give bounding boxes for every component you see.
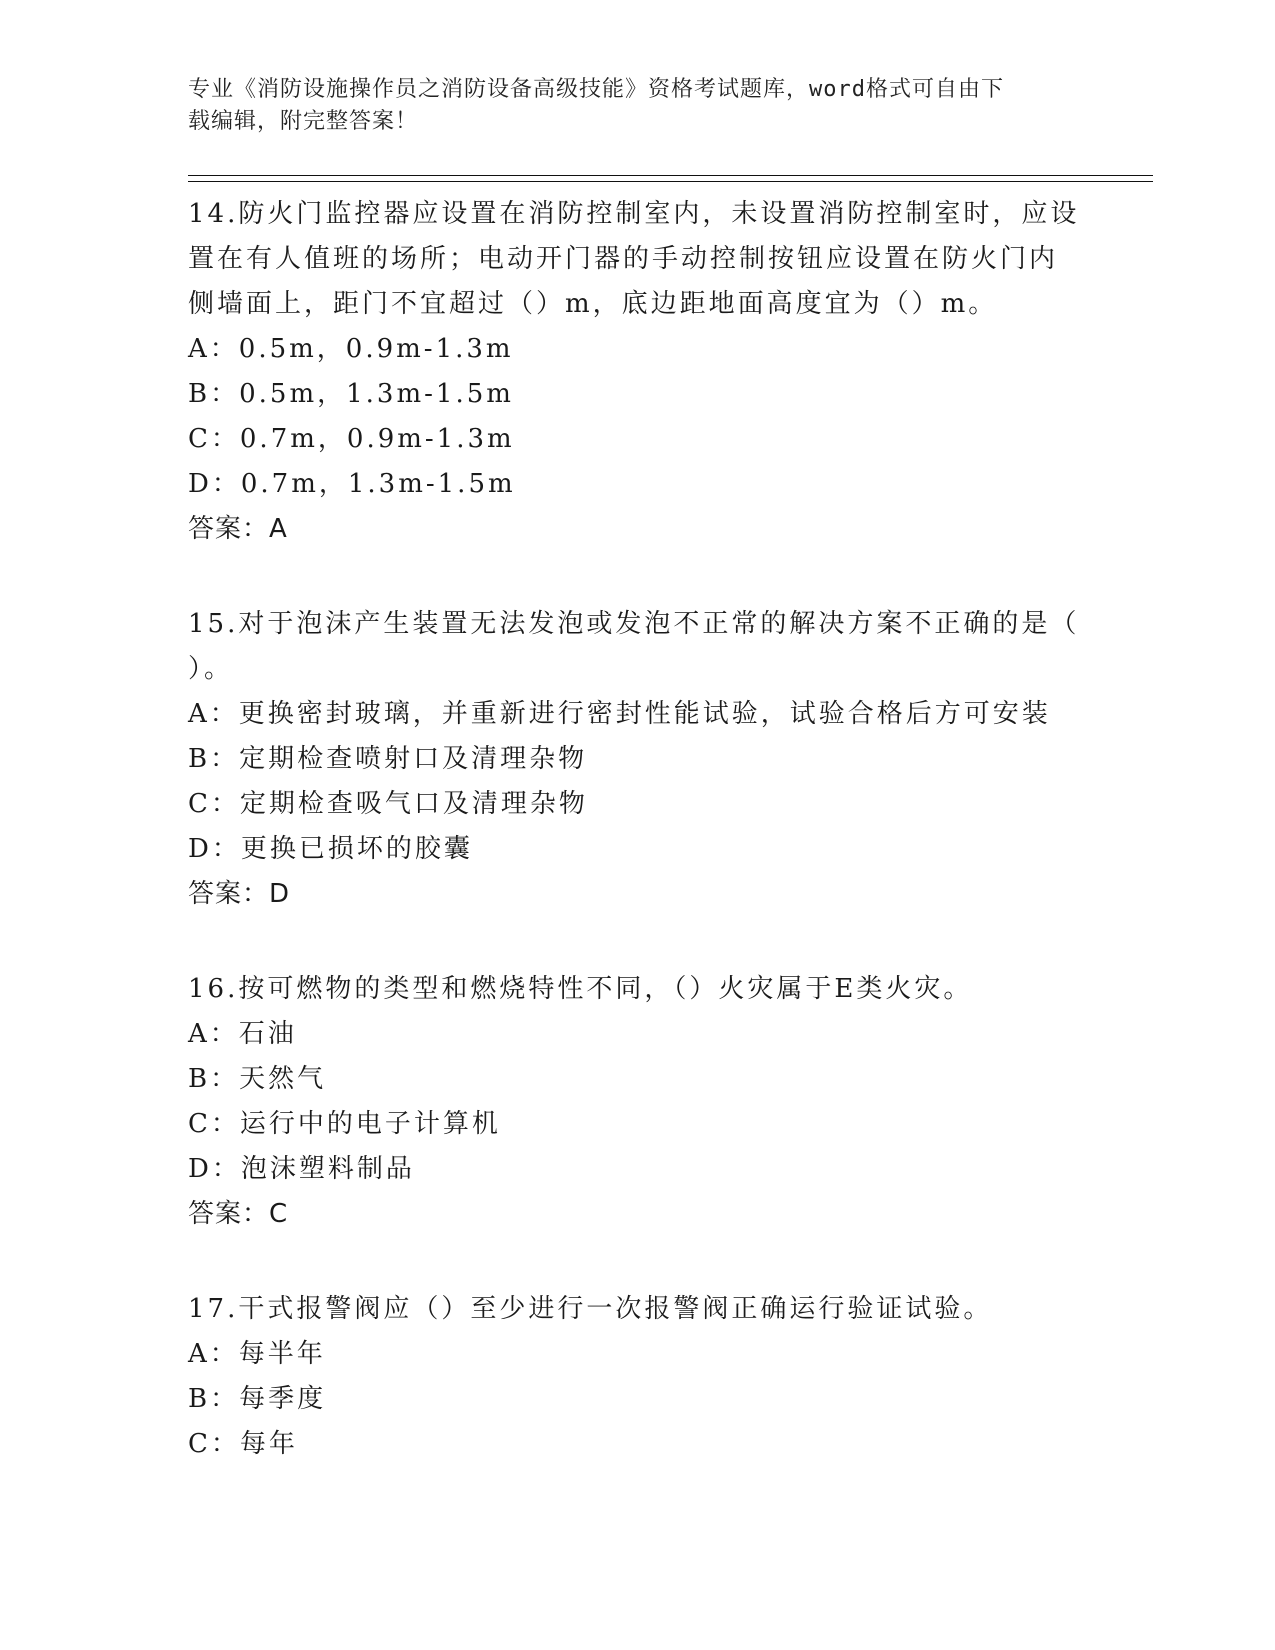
- option-c: C：定期检查吸气口及清理杂物: [188, 789, 588, 819]
- option-b: B：定期检查喷射口及清理杂物: [188, 744, 588, 774]
- header-line-2: 载编辑，附完整答案！: [188, 109, 419, 134]
- answer-line: 答案：C: [188, 1199, 289, 1229]
- header-divider-top: [188, 175, 1153, 176]
- question-stem-line: ）。: [188, 654, 234, 684]
- answer-line: 答案：A: [188, 514, 288, 544]
- option-b: B：天然气: [188, 1064, 327, 1094]
- option-a: A：更换密封玻璃，并重新进行密封性能试验，试验合格后方可安装: [188, 699, 1051, 729]
- question-stem-line: 置在有人值班的场所；电动开门器的手动控制按钮应设置在防火门内: [188, 244, 1059, 274]
- question-stem-line: 17.干式报警阀应（）至少进行一次报警阀正确运行验证试验。: [188, 1294, 993, 1324]
- question-14: [188, 192, 1088, 552]
- option-c: C：0.7m，0.9m-1.3m: [188, 424, 515, 454]
- option-b: B：0.5m，1.3m-1.5m: [188, 379, 514, 409]
- option-d: D：更换已损坏的胶囊: [188, 834, 473, 864]
- question-list: [188, 192, 1088, 1517]
- question-15: [188, 602, 1088, 917]
- header-line-1: 专业《消防设施操作员之消防设备高级技能》资格考试题库，word格式可自由下: [188, 77, 1004, 102]
- question-stem-line: 15.对于泡沫产生装置无法发泡或发泡不正常的解决方案不正确的是（: [188, 609, 1080, 639]
- question-stem-line: 侧墙面上，距门不宜超过（）m，底边距地面高度宜为（）m。: [188, 289, 998, 319]
- question-16: [188, 967, 1088, 1237]
- answer-line: 答案：D: [188, 879, 291, 909]
- option-c: C：运行中的电子计算机: [188, 1109, 501, 1139]
- option-a: A：0.5m，0.9m-1.3m: [188, 334, 514, 364]
- option-b: B：每季度: [188, 1384, 327, 1414]
- header-divider-bottom: [188, 181, 1153, 182]
- question-17: [188, 1287, 1088, 1467]
- option-c: C：每年: [188, 1429, 298, 1459]
- option-d: D：泡沫塑料制品: [188, 1154, 415, 1184]
- question-stem-line: 14.防火门监控器应设置在消防控制室内，未设置消防控制室时，应设: [188, 199, 1080, 229]
- option-a: A：每半年: [188, 1339, 326, 1369]
- option-a: A：石油: [188, 1019, 297, 1049]
- question-stem-line: 16.按可燃物的类型和燃烧特性不同，（）火灾属于E类火灾。: [188, 974, 973, 1004]
- document-header: [188, 74, 1088, 138]
- option-d: D：0.7m，1.3m-1.5m: [188, 469, 516, 499]
